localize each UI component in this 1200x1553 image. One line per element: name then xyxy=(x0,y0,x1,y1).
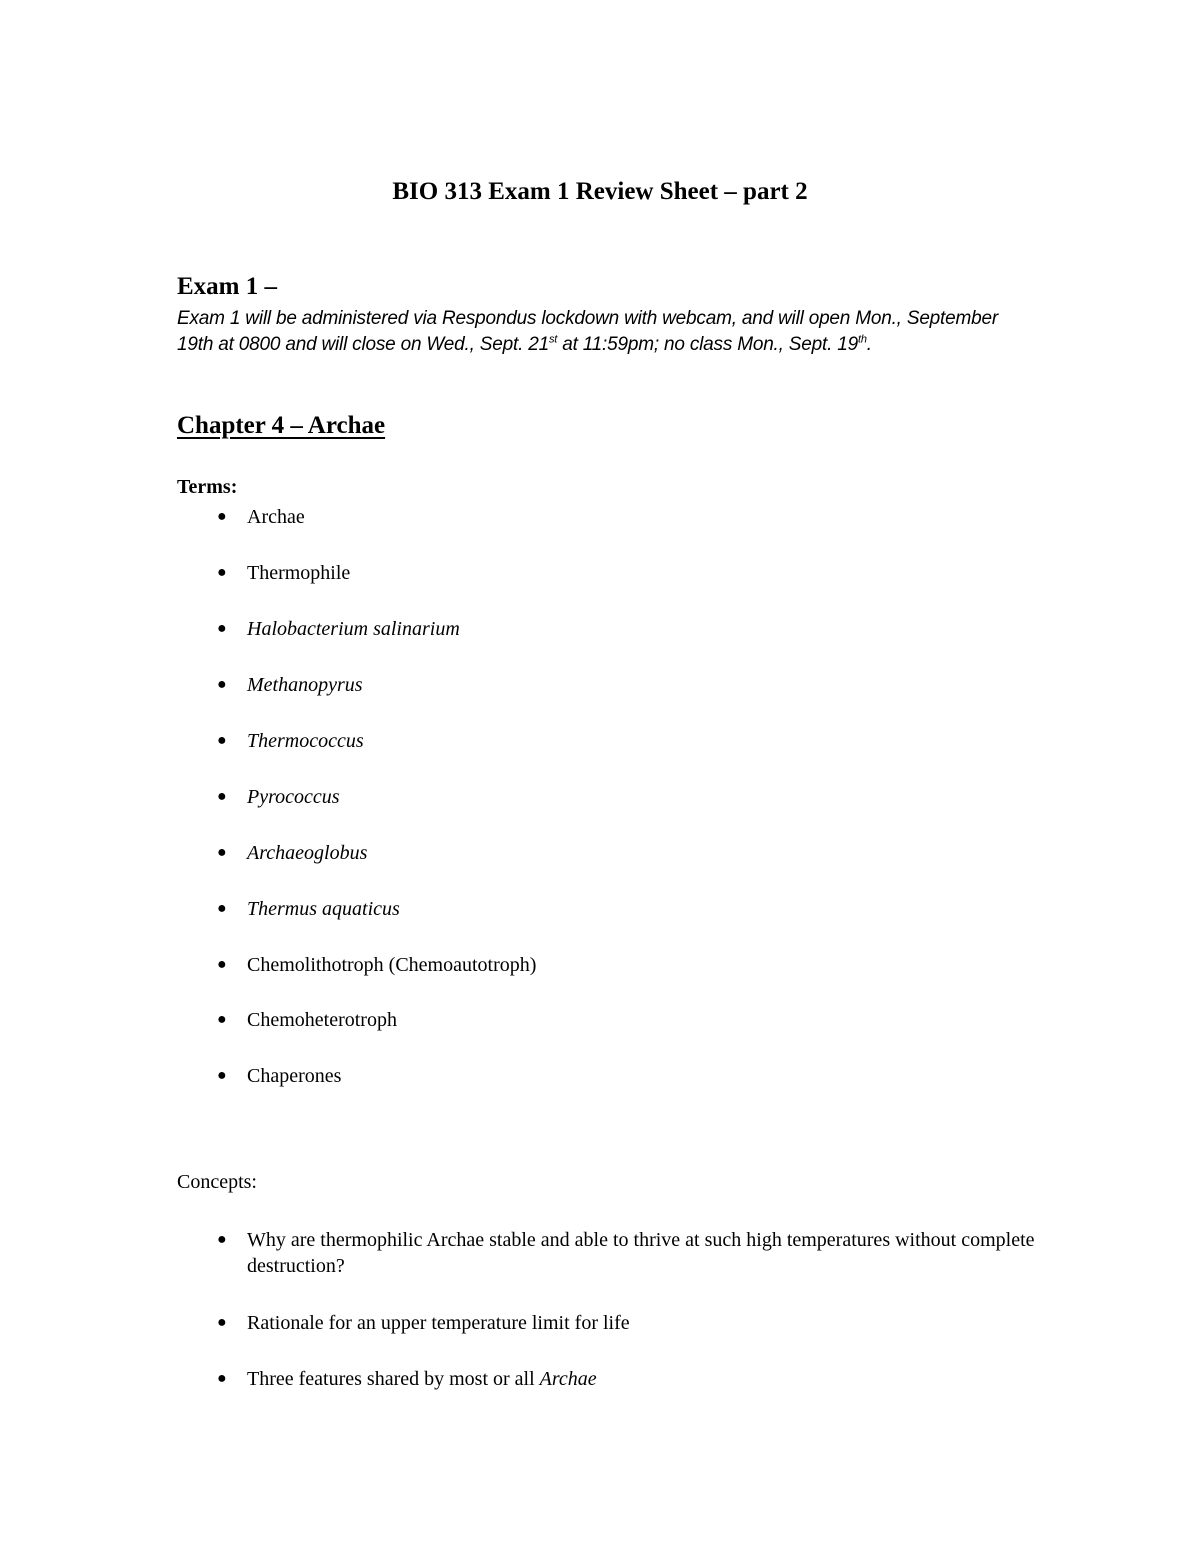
bullet-icon: ● xyxy=(217,900,227,917)
bullet-icon: ● xyxy=(217,564,227,581)
bullet-icon: ● xyxy=(217,620,227,637)
bullet-icon: ● xyxy=(217,956,227,973)
item-text: Archae xyxy=(247,506,305,528)
bullet-icon: ● xyxy=(217,508,227,525)
bullet-icon: ● xyxy=(217,1011,227,1028)
concepts-label: Concepts: xyxy=(177,1171,257,1193)
item-text: Thermophile xyxy=(247,562,351,584)
list-item xyxy=(217,1227,1037,1279)
item-text: Chemoheterotroph xyxy=(247,1009,397,1031)
list-item xyxy=(217,728,1037,754)
exam-note-text: . xyxy=(866,334,872,355)
item-text: Rationale for an upper temperature limit for life xyxy=(247,1312,630,1334)
bullet-icon: ● xyxy=(217,1067,227,1084)
bullet-icon: ● xyxy=(217,1314,227,1331)
item-text: Chemolithotroph (Chemoautotroph) xyxy=(247,954,537,976)
list-item xyxy=(217,1063,1037,1089)
list-item-text xyxy=(247,1007,1037,1033)
item-text: Methanopyrus xyxy=(247,674,363,696)
bullet-icon: ● xyxy=(217,732,227,749)
list-item-text xyxy=(247,560,1037,586)
list-item-text xyxy=(247,840,1037,866)
list-item xyxy=(217,784,1037,810)
superscript: st xyxy=(548,333,558,346)
bullet-icon: ● xyxy=(217,676,227,693)
list-item-text xyxy=(247,952,1037,978)
list-item xyxy=(217,840,1037,866)
list-item-text xyxy=(247,1063,1037,1089)
list-item-text xyxy=(247,1310,1037,1336)
list-item-text xyxy=(247,728,1037,754)
list-item xyxy=(217,560,1037,586)
document-title: BIO 313 Exam 1 Review Sheet – part 2 xyxy=(392,178,808,205)
list-item xyxy=(217,896,1037,922)
list-item-text xyxy=(247,616,1037,642)
list-item xyxy=(217,672,1037,698)
superscript: th xyxy=(857,333,867,346)
list-item xyxy=(217,504,1037,530)
list-item xyxy=(217,1366,1037,1392)
exam-heading: Exam 1 – xyxy=(177,273,277,300)
item-text: Pyrococcus xyxy=(247,786,340,808)
item-text-italic: Archae xyxy=(539,1368,597,1390)
list-item-text xyxy=(247,1366,1037,1392)
exam-note-text: at 11:59pm; no class Mon., Sept. 19 xyxy=(557,334,858,355)
list-item-text xyxy=(247,504,1037,530)
list-item xyxy=(217,1310,1037,1336)
exam-note-text: Exam 1 will be administered via Respondus lockdown with webcam, and will open Mon., September 19th at 0800 and will close on Wed., Sept. 21 xyxy=(177,308,998,355)
exam-note xyxy=(177,306,1037,358)
item-text: Why are thermophilic Archae stable and able to thrive at such high temperatures without complete destruction? xyxy=(247,1229,1035,1277)
bullet-icon: ● xyxy=(217,1370,227,1387)
item-text: Thermus aquaticus xyxy=(247,898,400,920)
list-item xyxy=(217,1007,1037,1033)
terms-label: Terms: xyxy=(177,476,238,498)
list-item xyxy=(217,616,1037,642)
list-item-text xyxy=(247,784,1037,810)
bullet-icon: ● xyxy=(217,788,227,805)
bullet-icon: ● xyxy=(217,844,227,861)
bullet-icon: ● xyxy=(217,1231,227,1248)
item-text: Three features shared by most or all xyxy=(247,1368,540,1390)
list-item xyxy=(217,952,1037,978)
item-text: Halobacterium salinarium xyxy=(247,618,460,640)
list-item-text xyxy=(247,1227,1037,1279)
item-text: Chaperones xyxy=(247,1065,342,1087)
list-item-text xyxy=(247,672,1037,698)
item-text: Thermococcus xyxy=(247,730,364,752)
list-item-text xyxy=(247,896,1037,922)
chapter-heading: Chapter 4 – Archae xyxy=(177,412,386,439)
item-text: Archaeoglobus xyxy=(247,842,368,864)
